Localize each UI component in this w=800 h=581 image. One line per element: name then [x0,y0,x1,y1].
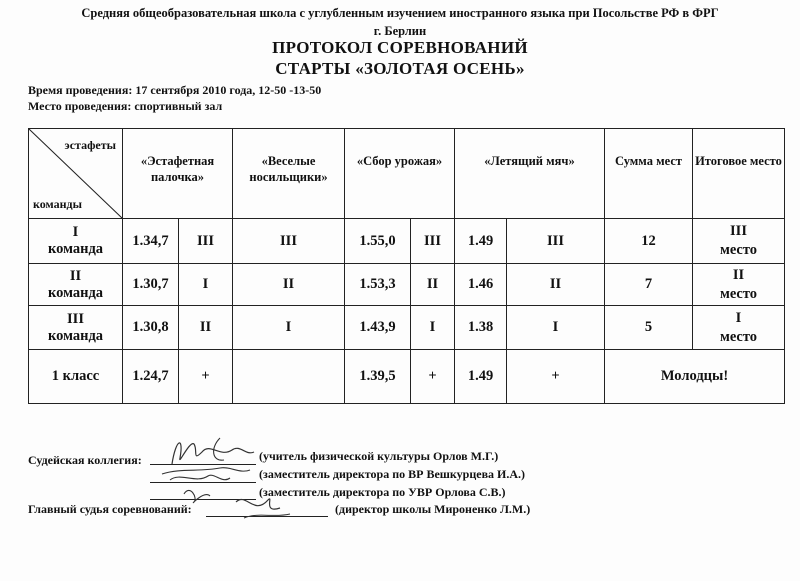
relay1-place: II [179,306,233,350]
relay3-time: 1.55,0 [345,219,411,264]
team-word: команда [47,241,104,257]
relay4-time: 1.49 [455,219,507,264]
relay1-place: I [179,264,233,306]
final-place-word: место [719,242,758,258]
final-place-number: I [735,309,742,326]
results-table [28,128,785,404]
team-number: II [69,267,82,284]
place-sum: 5 [605,306,693,350]
judge-3: (заместитель директора по УВР Орлова С.В.) [259,485,506,499]
chief-judge-label: Главный судья соревнований: [28,502,192,516]
school-name: Средняя общеобразовательная школа с углубленным изучением иностранного языка при Посольстве РФ в ФРГ [81,6,719,20]
judge-1: (учитель физической культуры Орлов М.Г.) [259,449,499,463]
final-place [693,264,785,306]
team-number: I [72,224,79,240]
relay4-place: II [507,264,605,306]
relay4-time: 1.46 [455,264,507,306]
column-header: Сумма мест [605,129,693,219]
final-place-number: III [730,223,747,239]
document-title: ПРОТОКОЛ СОРЕВНОВАНИЙ [272,38,528,57]
table-row [29,219,785,264]
table-row [29,306,785,350]
relay4-mark: + [507,350,605,404]
relay1-mark: + [179,350,233,404]
column-header: «Летящий мяч» [455,129,605,219]
place-sum: 12 [605,219,693,264]
relay4-place: I [507,306,605,350]
team-number: III [67,310,84,327]
class-note: Молодцы! [605,350,785,404]
final-place [693,219,785,264]
class-label: 1 класс [29,350,123,404]
corner-teams-label: команды [33,197,82,211]
relay4-time: 1.49 [455,350,507,404]
judge-2: (заместитель директора по ВР Вешкурцева И.А.) [259,467,526,481]
event-place: Место проведения: спортивный зал [28,99,223,113]
column-header: «Веселые носильщики» [233,129,345,219]
class-row [29,350,785,404]
relay3-place: I [411,306,455,350]
relay3-mark: + [411,350,455,404]
relay1-time: 1.34,7 [123,219,179,264]
team-cell [29,219,123,264]
document-subtitle: СТАРТЫ «ЗОЛОТАЯ ОСЕНЬ» [275,59,525,78]
relay4-place: III [507,219,605,264]
relay3-place: III [411,219,455,264]
team-cell [29,264,123,306]
final-place-word: место [719,285,758,302]
team-word: команда [47,327,104,344]
city: г. Берлин [373,24,427,38]
place-sum: 7 [605,264,693,306]
table-row [29,264,785,306]
relay1-time: 1.24,7 [123,350,179,404]
relay2-place: III [233,219,345,264]
chief-judge: (директор школы Мироненко Л.М.) [335,502,531,516]
judging-board-label: Судейская коллегия: [28,453,142,467]
team-word: команда [47,284,104,301]
relay2-place: II [233,264,345,306]
relay3-time: 1.39,5 [345,350,411,404]
table-header-row [29,129,785,219]
column-header: «Сбор урожая» [345,129,455,219]
relay4-time: 1.38 [455,306,507,350]
relay3-time: 1.43,9 [345,306,411,350]
column-header: «Эстафетная палочка» [123,129,233,219]
relay1-time: 1.30,7 [123,264,179,306]
column-header: Итоговое место [693,129,785,219]
corner-relays-label: эстафеты [64,138,116,152]
relay3-place: II [411,264,455,306]
event-time: Время проведения: 17 сентября 2010 года, 12-50 -13-50 [28,83,322,97]
final-place [693,306,785,350]
relay1-time: 1.30,8 [123,306,179,350]
final-place-number: II [732,266,745,283]
corner-cell [29,129,123,219]
relay2-empty [233,350,345,404]
relay2-place: I [233,306,345,350]
relay1-place: III [179,219,233,264]
handwritten-signatures [150,428,300,523]
relay3-time: 1.53,3 [345,264,411,306]
team-cell [29,306,123,350]
final-place-word: место [719,328,758,345]
